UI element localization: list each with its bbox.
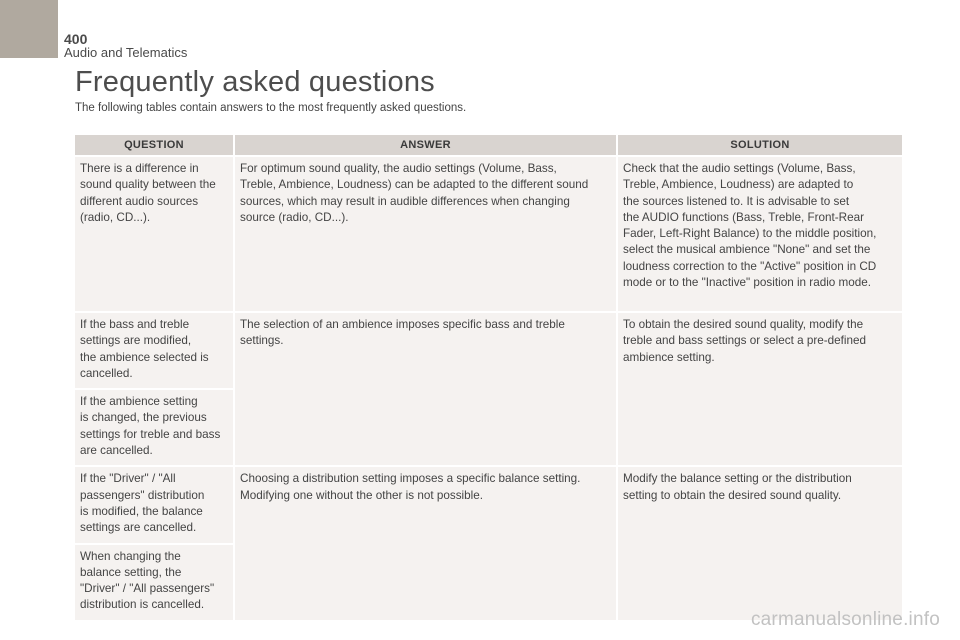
- column-header-solution: SOLUTION: [618, 135, 902, 155]
- question-text: If the "Driver" / "All passengers" distribution is modified, the balance settings are cancelled.: [80, 472, 205, 535]
- answer-text: Choosing a distribution setting imposes a specific balance setting. Modifying one without the other is not possible.: [240, 472, 581, 502]
- answer-cell: [235, 313, 616, 465]
- corner-tab: [0, 0, 58, 58]
- section-name: Audio and Telematics: [64, 45, 188, 60]
- answer-cell: [235, 467, 616, 619]
- solution-cell: [618, 313, 902, 465]
- question-cell: [75, 390, 233, 465]
- question-text: When changing the balance setting, the "Driver" / "All passengers" distribution is cancelled.: [80, 549, 215, 612]
- column-header-answer: ANSWER: [235, 135, 616, 155]
- page-number: 400: [64, 31, 88, 47]
- solution-text: Check that the audio settings (Volume, Bass, Treble, Ambience, Loudness) are adapted to the sources listened to. It is advisable to set the AUDIO functions (Bass, Treble, Front-Rear Fader, Left-Right Balance) to the middle position, select the musical ambience "None" and set the loudness correction to the "Active" position in CD mode or to the "Inactive" position in radio mode.: [623, 162, 877, 290]
- question-text: If the bass and treble settings are modified, the ambience selected is cancelled.: [80, 318, 209, 380]
- question-cell: [75, 313, 233, 388]
- table-row: [75, 467, 902, 542]
- page-title: Frequently asked questions: [75, 66, 435, 98]
- answer-text: For optimum sound quality, the audio settings (Volume, Bass, Treble, Ambience, Loudness) can be adapted to the different sound sources, which may result in audible differences when changing source (radio, CD...).: [240, 162, 589, 224]
- faq-table: [73, 133, 904, 622]
- question-cell: [75, 467, 233, 542]
- column-header-question: QUESTION: [75, 135, 233, 155]
- question-text: If the ambience setting is changed, the previous settings for treble and bass are cancelled.: [80, 395, 221, 458]
- intro-text: The following tables contain answers to the most frequently asked questions.: [75, 102, 467, 114]
- question-text: There is a difference in sound quality between the different audio sources (radio, CD...).: [80, 162, 216, 224]
- watermark: carmanualsonline.info: [750, 609, 940, 630]
- answer-cell: [235, 157, 616, 311]
- solution-cell: [618, 467, 902, 619]
- table-row: [75, 313, 902, 388]
- solution-text: Modify the balance setting or the distribution setting to obtain the desired sound quality.: [623, 472, 852, 502]
- question-cell: [75, 157, 233, 311]
- question-cell: [75, 545, 233, 620]
- answer-text: The selection of an ambience imposes specific bass and treble settings.: [240, 318, 565, 348]
- solution-cell: [618, 157, 902, 311]
- table-header-row: [75, 135, 902, 155]
- table-row: [75, 157, 902, 311]
- solution-text: To obtain the desired sound quality, modify the treble and bass settings or select a pre-defined ambience setting.: [623, 318, 866, 364]
